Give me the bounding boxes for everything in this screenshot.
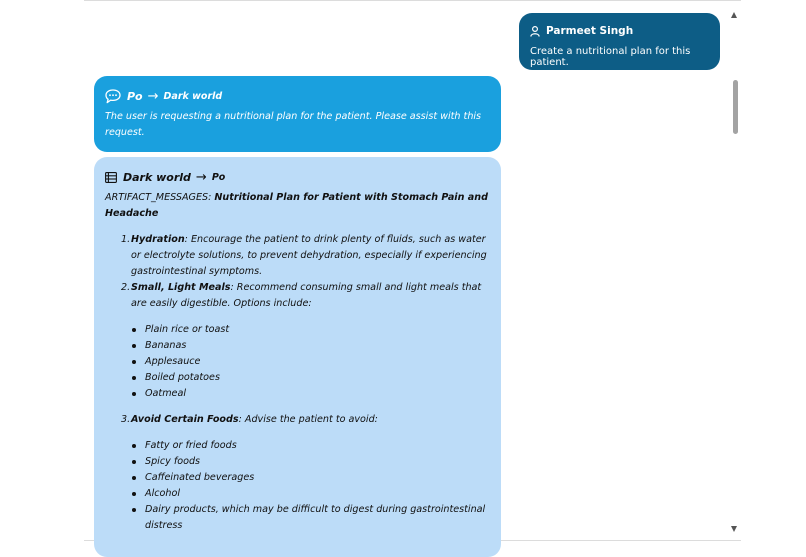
plan-title: Nutritional Plan for Patient with Stomach Pain and Headache — [105, 192, 488, 219]
user-message-bubble — [519, 13, 720, 70]
relay-to: Dark world — [163, 90, 223, 102]
bullet-item — [132, 438, 490, 454]
bullet-item — [132, 470, 490, 486]
user-icon — [530, 26, 540, 37]
bullet-text: Spicy foods — [145, 456, 201, 467]
user-name: Parmeet Singh — [546, 25, 634, 37]
item-heading: Avoid Certain Foods — [131, 414, 239, 425]
item-text: : Recommend consuming small and light meals that are easily digestible. Options include: — [131, 282, 482, 309]
relay-message-header — [105, 88, 490, 104]
relay-from: Po — [127, 89, 143, 103]
relay-message-bubble — [94, 76, 501, 152]
bullet-item — [132, 386, 490, 402]
item-number: 1. — [121, 234, 131, 245]
artifact-to: Po — [211, 171, 226, 183]
artifact-message-bubble — [94, 157, 501, 557]
list-item — [105, 412, 490, 428]
bullet-text: Dairy products, which may be difficult to digest during gastrointestinal distress — [145, 504, 486, 531]
artifact-from: Dark world — [123, 170, 191, 184]
bullet-text: Oatmeal — [145, 388, 186, 399]
bullet-item — [132, 370, 490, 386]
chat-bubble-icon — [105, 89, 121, 104]
bullet-item — [132, 322, 490, 338]
item-text: : Encourage the patient to drink plenty of fluids, such as water or electrolyte solutions, to prevent dehydration, especially if experiencing gastrointestinal symptoms. — [131, 234, 487, 277]
item-heading: Hydration — [131, 234, 185, 245]
scroll-up-arrow-icon[interactable] — [731, 12, 737, 18]
plan-list — [105, 232, 490, 534]
item-number: 3. — [121, 414, 131, 425]
artifact-title — [105, 190, 490, 222]
bullet-text: Bananas — [145, 340, 187, 351]
user-message-header — [530, 24, 709, 38]
bullet-item — [132, 354, 490, 370]
list-icon — [105, 172, 117, 183]
arrow-right-icon: → — [147, 88, 159, 104]
bullet-item — [132, 486, 490, 502]
artifact-prefix: ARTIFACT_MESSAGES: — [105, 192, 215, 203]
item-heading: Small, Light Meals — [131, 282, 231, 293]
bullet-text: Applesauce — [145, 356, 201, 367]
bullet-item — [132, 502, 490, 534]
bullet-list — [105, 322, 490, 402]
bullet-text: Plain rice or toast — [145, 324, 230, 335]
relay-message-text: The user is requesting a nutritional plan for the patient. Please assist with this request. — [105, 111, 482, 138]
arrow-right-icon: → — [195, 169, 207, 185]
bullet-text: Caffeinated beverages — [145, 472, 255, 483]
bullet-list — [105, 438, 490, 534]
list-item — [105, 232, 490, 280]
scrollbar-thumb[interactable] — [733, 80, 738, 134]
artifact-message-header — [105, 169, 490, 185]
bullet-item — [132, 338, 490, 354]
user-message-text: Create a nutritional plan for this patient. — [530, 46, 691, 68]
list-item — [105, 280, 490, 312]
scroll-down-arrow-icon[interactable] — [731, 526, 737, 532]
bullet-text: Boiled potatoes — [145, 372, 220, 383]
item-text: : Advise the patient to avoid: — [238, 414, 378, 425]
bullet-text: Fatty or fried foods — [145, 440, 237, 451]
bullet-text: Alcohol — [145, 488, 180, 499]
item-number: 2. — [121, 282, 131, 293]
bullet-item — [132, 454, 490, 470]
